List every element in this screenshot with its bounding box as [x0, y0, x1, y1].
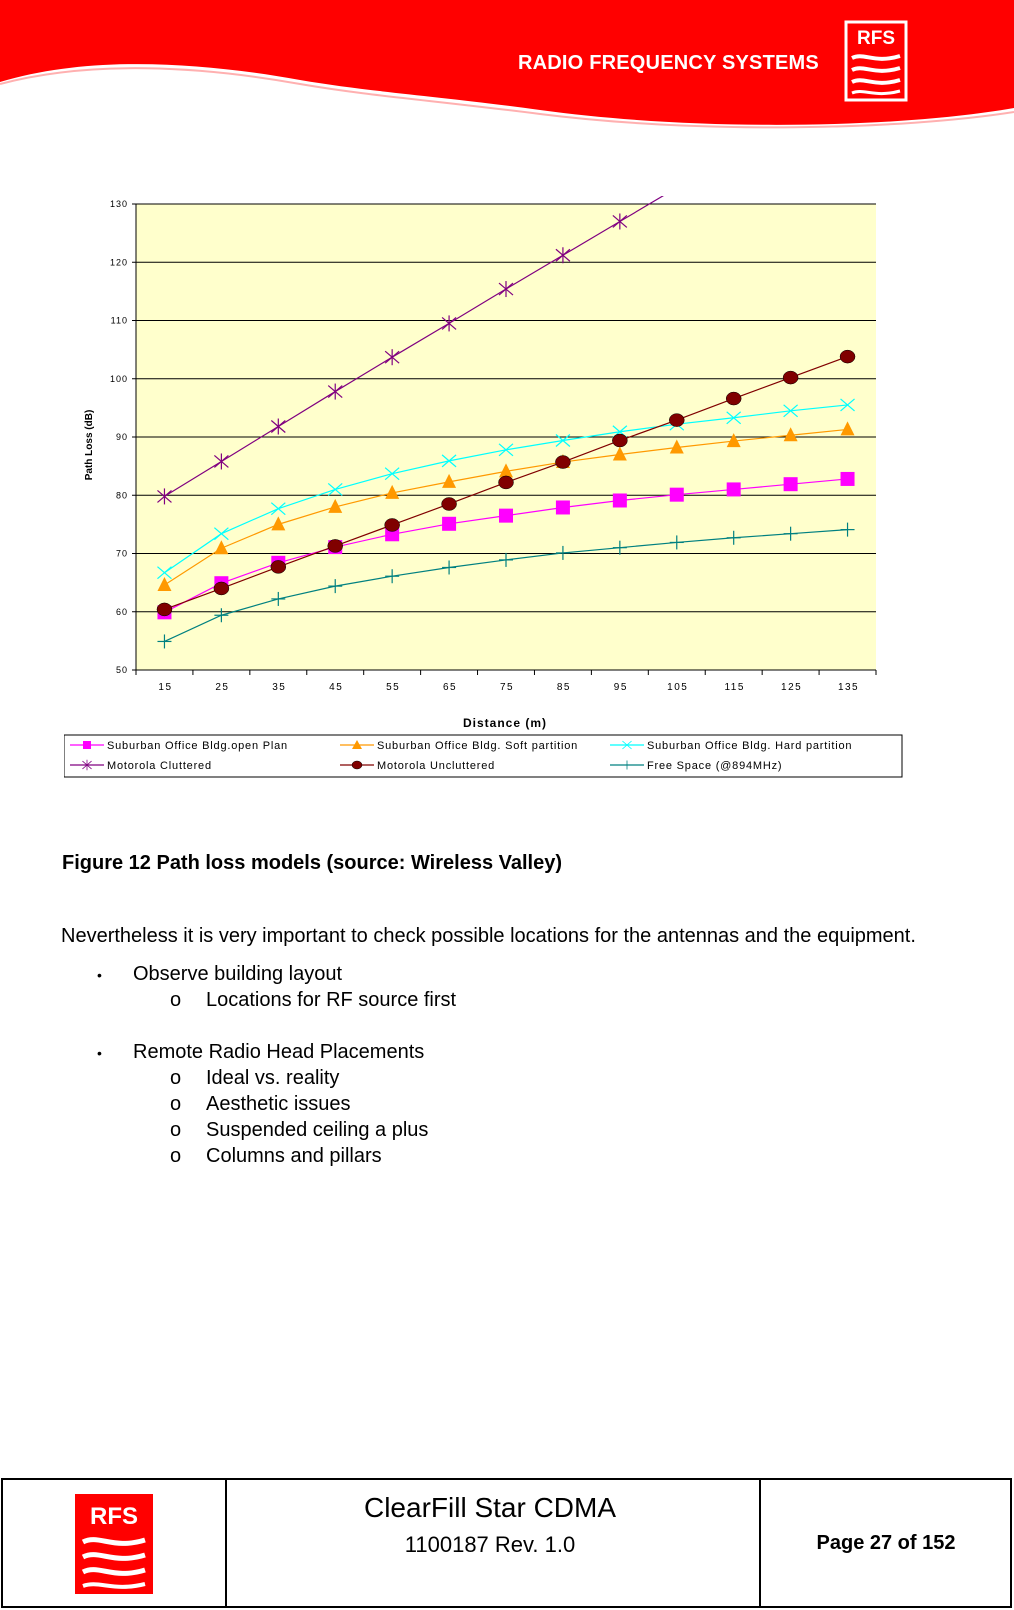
x-tick-label: 85	[556, 682, 571, 693]
data-point-square	[841, 472, 855, 486]
sub-bullet-glyph: o	[170, 989, 182, 1011]
legend-label: Motorola Uncluttered	[377, 760, 496, 772]
data-point-circle	[214, 582, 229, 595]
x-tick-label: 45	[329, 682, 344, 693]
sub-bullet-glyph: o	[170, 1067, 182, 1089]
path-loss-chart	[64, 190, 914, 810]
sub-bullet-glyph: o	[170, 1119, 182, 1141]
x-tick-label: 65	[443, 682, 458, 693]
data-point-circle	[555, 456, 570, 469]
sub-bullet-item: Aesthetic issues	[206, 1093, 351, 1115]
data-point-square	[613, 493, 627, 507]
y-tick-label: 60	[115, 606, 128, 617]
data-point-square	[442, 517, 456, 531]
y-tick-label: 70	[115, 548, 128, 559]
x-axis-label: Distance (m)	[462, 716, 548, 730]
data-point-circle	[271, 560, 286, 573]
legend-label: Suburban Office Bldg. Soft partition	[377, 740, 579, 752]
y-axis-label: Path Loss (dB)	[84, 409, 95, 481]
data-point-square	[499, 509, 513, 523]
rfs-logo-icon	[844, 20, 908, 102]
rfs-logo-text: RFS	[857, 28, 895, 49]
data-point-circle	[352, 761, 362, 769]
x-tick-label: 75	[499, 682, 515, 693]
y-tick-label: 80	[115, 490, 128, 501]
x-tick-label: 135	[837, 682, 860, 693]
y-tick-label: 130	[109, 199, 128, 209]
data-point-circle	[669, 414, 684, 427]
x-tick-label: 55	[386, 682, 401, 693]
document-revision: 1100187 Rev. 1.0	[404, 1532, 576, 1557]
data-point-circle	[385, 518, 400, 531]
header-banner	[0, 0, 1014, 135]
data-point-square	[784, 477, 798, 491]
bullet-item: Observe building layout	[133, 963, 343, 985]
sub-bullet-glyph: o	[170, 1145, 182, 1167]
data-point-circle	[499, 476, 514, 489]
sub-bullet-item: Ideal vs. reality	[206, 1067, 340, 1089]
y-tick-label: 50	[115, 665, 128, 675]
data-point-square	[670, 488, 684, 502]
figure-caption: Figure 12 Path loss models (source: Wireless Valley)	[62, 852, 563, 874]
data-point-circle	[157, 603, 172, 616]
sub-bullet-item: Locations for RF source first	[206, 989, 457, 1011]
body-paragraph: Nevertheless it is very important to check possible locations for the antennas and the equipment.	[61, 925, 916, 947]
data-point-circle	[612, 434, 627, 447]
data-point-square	[727, 482, 741, 496]
brand-name: RADIO FREQUENCY SYSTEMS	[518, 52, 819, 74]
document-title: ClearFill Star CDMA	[363, 1492, 617, 1523]
bullet-glyph: •	[97, 967, 102, 983]
legend-item	[610, 740, 852, 752]
chart-legend	[64, 735, 902, 777]
chart-svg	[64, 190, 914, 810]
data-point-asterisk	[670, 190, 684, 196]
legend-label: Suburban Office Bldg. Hard partition	[647, 740, 853, 752]
x-tick-label: 35	[272, 682, 287, 693]
legend-label: Suburban Office Bldg.open Plan	[107, 740, 288, 752]
page-number: Page 27 of 152	[816, 1532, 956, 1554]
data-point-circle	[442, 497, 457, 510]
data-point-circle	[328, 539, 343, 552]
y-tick-label: 90	[115, 432, 128, 442]
footer-rfs-logo-icon	[75, 1494, 153, 1594]
data-point-square	[83, 741, 91, 749]
x-tick-label: 105	[667, 682, 689, 693]
x-tick-label: 95	[613, 682, 628, 693]
x-tick-label: 125	[781, 682, 803, 693]
bullet-glyph: •	[97, 1045, 102, 1061]
bullet-item: Remote Radio Head Placements	[133, 1041, 425, 1063]
sub-bullet-glyph: o	[170, 1093, 182, 1115]
data-point-circle	[783, 371, 798, 384]
footer-logo-text: RFS	[90, 1503, 138, 1530]
data-point-circle	[726, 392, 741, 405]
sub-bullet-item: Columns and pillars	[206, 1145, 382, 1167]
data-point-square	[556, 500, 570, 514]
data-point-circle	[840, 350, 855, 363]
page-footer	[1, 1478, 1012, 1608]
y-tick-label: 100	[109, 373, 128, 384]
x-tick-label: 115	[724, 682, 745, 693]
y-tick-label: 110	[110, 315, 128, 326]
legend-label: Free Space (@894MHz)	[647, 760, 783, 772]
y-tick-label: 120	[109, 257, 128, 268]
x-tick-label: 15	[158, 682, 173, 693]
legend-label: Motorola Cluttered	[107, 760, 212, 772]
sub-bullet-item: Suspended ceiling a plus	[206, 1119, 429, 1141]
x-tick-label: 25	[215, 682, 230, 693]
